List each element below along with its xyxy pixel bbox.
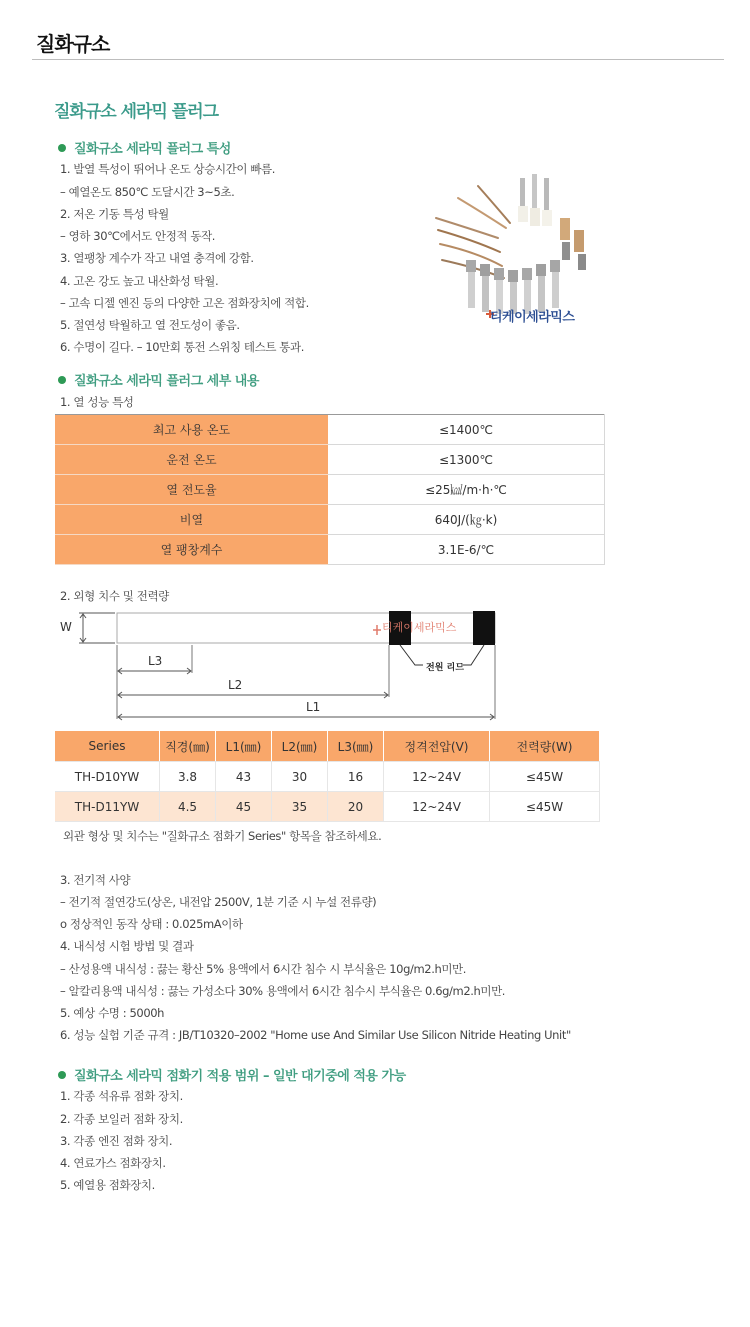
table-row	[55, 535, 605, 565]
feature-line: – 고속 디젤 엔진 등의 다양한 고온 점화장치에 적합.	[60, 296, 309, 310]
table-cell: ≤45W	[490, 792, 600, 822]
table-row	[55, 792, 600, 822]
electrical-line: – 전기적 절연강도(상온, 내전압 2500V, 1분 기준 시 누설 전류량)	[60, 895, 377, 909]
table-cell: TH-D11YW	[55, 792, 160, 822]
table-cell: TH-D10YW	[55, 762, 160, 792]
table-row	[55, 762, 600, 792]
electrical-line: – 산성용액 내식성 : 끓는 황산 5% 용액에서 6시간 침수 시 부식율은 10g/m2.h미만.	[60, 962, 467, 976]
table-cell: 20	[328, 792, 384, 822]
table-value: 640J/(㎏·k)	[328, 505, 605, 535]
details-heading: 질화규소 세라믹 플러그 세부 내용	[58, 370, 259, 389]
table-cell: 12~24V	[384, 792, 490, 822]
feature-line: 1. 발열 특성이 뛰어나 온도 상승시간이 빠름.	[60, 162, 276, 176]
spec-note: 외관 형상 및 치수는 "질화규소 점화기 Series" 항목을 참조하세요.	[63, 829, 382, 843]
diagram-logo: 티케이세라믹스	[382, 621, 457, 634]
thermal-subheading: 1. 열 성능 특성	[60, 395, 134, 409]
table-key: 운전 온도	[55, 445, 328, 475]
table-value: 3.1E-6/℃	[328, 535, 605, 565]
application-line: 5. 예열용 점화장치.	[60, 1178, 155, 1192]
table-cell: 30	[272, 762, 328, 792]
table-cell: 43	[216, 762, 272, 792]
electrical-line: 3. 전기적 사양	[60, 873, 131, 887]
l2-label: L2	[228, 678, 243, 692]
electrical-line: 6. 성능 실험 기준 규격 : JB/T10320–2002 "Home use And Similar Use Silicon Nitride Heating Unit"	[60, 1028, 571, 1042]
photo-logo: 티케이세라믹스	[490, 310, 575, 325]
column-header: L1(㎜)	[216, 731, 272, 762]
applications-heading: 질화규소 세라믹 점화기 적용 범위 – 일반 대기중에 적용 가능	[58, 1065, 406, 1084]
table-cell: 12~24V	[384, 762, 490, 792]
table-row	[55, 445, 605, 475]
column-header: 정격전압(V)	[384, 731, 490, 762]
table-cell: 16	[328, 762, 384, 792]
table-row	[55, 475, 605, 505]
table-key: 비열	[55, 505, 328, 535]
table-cell: 45	[216, 792, 272, 822]
bullet-icon	[58, 376, 66, 384]
l1-label: L1	[306, 700, 321, 714]
w-label: W	[60, 620, 72, 634]
table-row	[55, 505, 605, 535]
table-value: ≤1400℃	[328, 415, 605, 445]
application-line: 1. 각종 석유류 점화 장치.	[60, 1089, 183, 1103]
feature-line: – 영하 30℃에서도 안정적 동작.	[60, 229, 216, 243]
electrical-line: 5. 예상 수명 : 5000h	[60, 1006, 165, 1020]
l3-label: L3	[148, 654, 163, 668]
features-heading: 질화규소 세라믹 플러그 특성	[58, 138, 231, 157]
table-value: ≤1300℃	[328, 445, 605, 475]
product-photo	[428, 168, 608, 356]
electrical-line: o 정상적인 동작 상태 : 0.025mA이하	[60, 917, 243, 931]
power-lead-label: 전원 리드	[426, 663, 464, 673]
bullet-icon	[58, 144, 66, 152]
feature-line: 6. 수명이 길다. – 10만회 통전 스위칭 테스트 통과.	[60, 340, 304, 354]
feature-line: – 예열온도 850℃ 도달시간 3~5초.	[60, 185, 235, 199]
application-line: 4. 연료가스 점화장치.	[60, 1156, 166, 1170]
feature-line: 4. 고온 강도 높고 내산화성 탁월.	[60, 274, 219, 288]
table-row	[55, 415, 605, 445]
section-title: 질화규소 세라믹 플러그	[54, 102, 219, 122]
feature-line: 3. 열팽창 계수가 작고 내열 충격에 강함.	[60, 251, 254, 265]
column-header: L2(㎜)	[272, 731, 328, 762]
table-cell: ≤45W	[490, 762, 600, 792]
column-header: Series	[55, 731, 160, 762]
spec-table	[55, 731, 600, 822]
application-line: 2. 각종 보일러 점화 장치.	[60, 1112, 183, 1126]
table-value: ≤25㎉/m·h·℃	[328, 475, 605, 505]
application-line: 3. 각종 엔진 점화 장치.	[60, 1134, 173, 1148]
column-header: 전력량(W)	[490, 731, 600, 762]
table-key: 열 전도율	[55, 475, 328, 505]
bullet-icon	[58, 1071, 66, 1079]
dimensions-subheading: 2. 외형 치수 및 전력량	[60, 589, 169, 603]
column-header: 직경(㎜)	[160, 731, 216, 762]
electrical-line: – 알칼리용액 내식성 : 끓는 가성소다 30% 용액에서 6시간 침수시 부식율은 0.6g/m2.h미만.	[60, 984, 506, 998]
table-key: 최고 사용 온도	[55, 415, 328, 445]
table-cell: 35	[272, 792, 328, 822]
feature-line: 2. 저온 기동 특성 탁월	[60, 207, 169, 221]
page-title: 질화규소	[36, 32, 110, 56]
electrical-line: 4. 내식성 시험 방법 및 결과	[60, 939, 194, 953]
table-cell: 4.5	[160, 792, 216, 822]
table-header-row	[55, 731, 600, 762]
feature-line: 5. 절연성 탁월하고 열 전도성이 좋음.	[60, 318, 240, 332]
title-divider	[32, 59, 724, 60]
table-cell: 3.8	[160, 762, 216, 792]
thermal-table	[55, 414, 605, 565]
column-header: L3(㎜)	[328, 731, 384, 762]
table-key: 열 팽창계수	[55, 535, 328, 565]
